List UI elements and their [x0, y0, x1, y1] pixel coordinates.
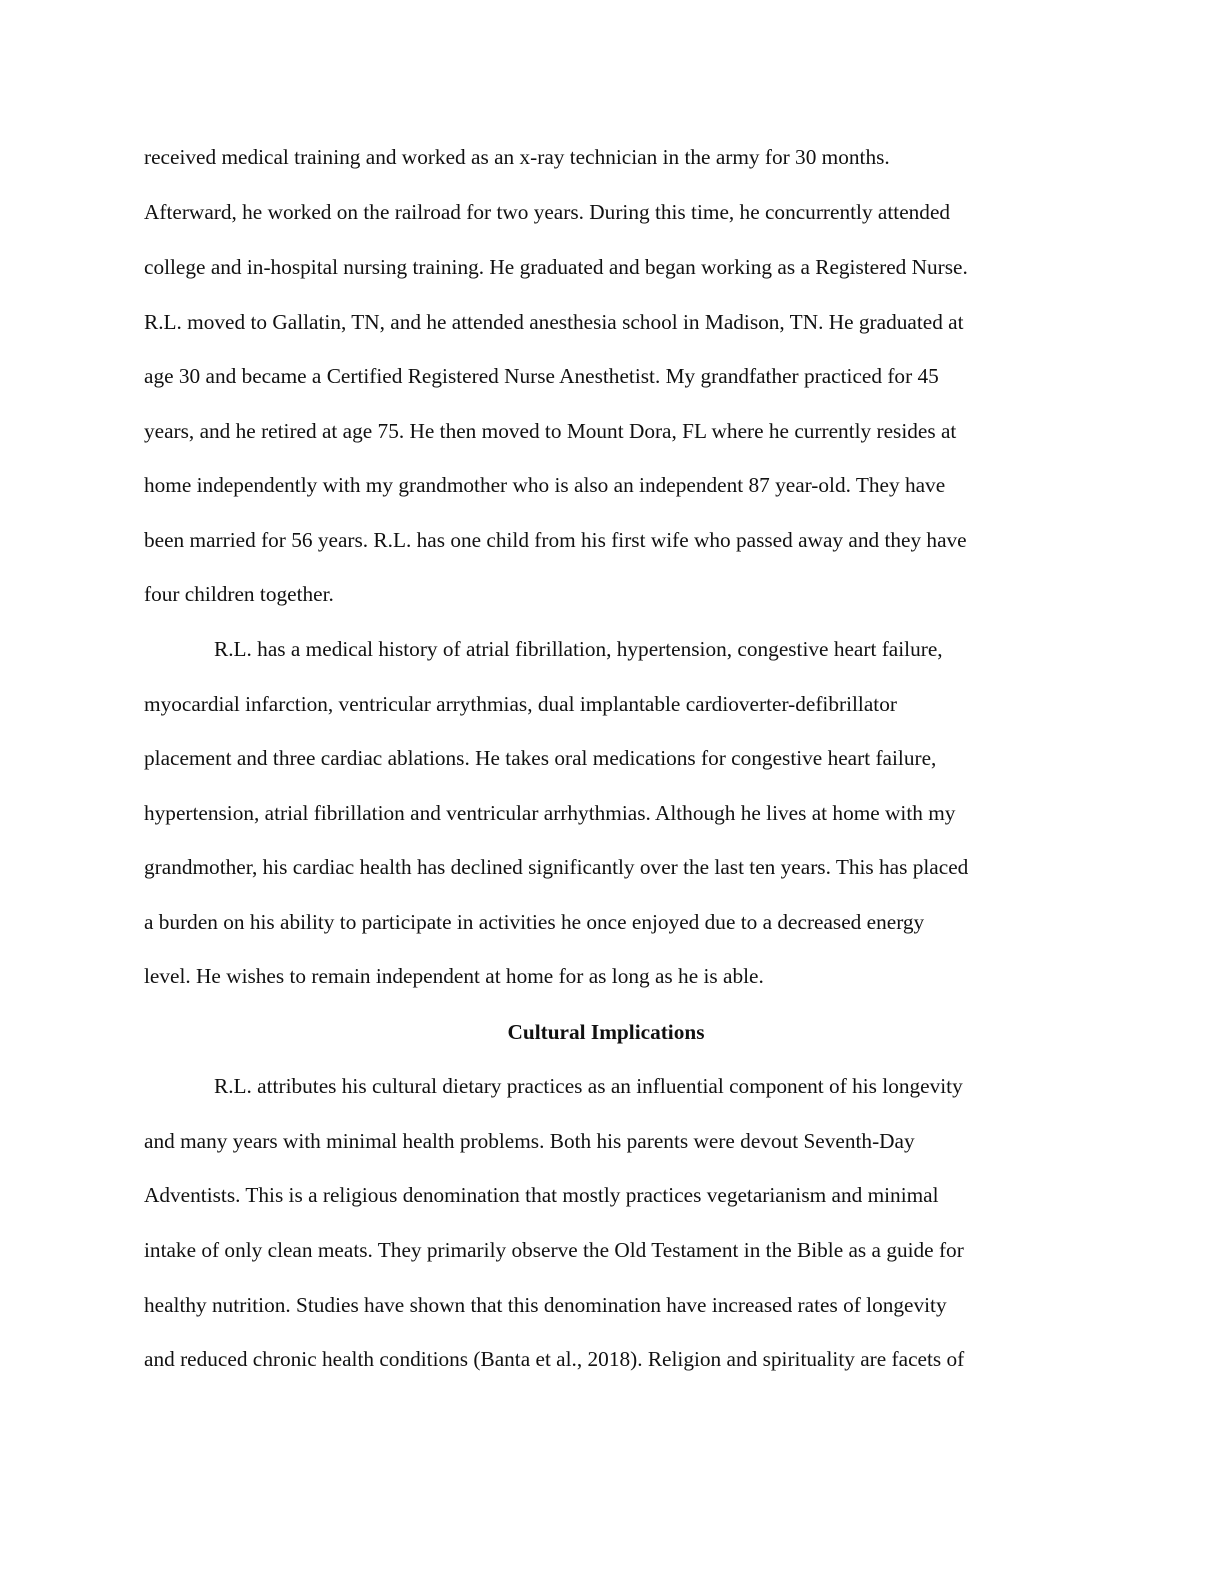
paragraph-2-line-5: grandmother, his cardiac health has declined significantly over the last ten years. This has placed — [144, 855, 969, 879]
paragraph-3-line-4: intake of only clean meats. They primarily observe the Old Testament in the Bible as a guide for — [144, 1238, 964, 1262]
section-heading: Cultural Implications — [507, 1020, 705, 1044]
paragraph-3-line-2: and many years with minimal health problems. Both his parents were devout Seventh-Day — [144, 1129, 915, 1153]
paragraph-3-line-1: R.L. attributes his cultural dietary practices as an influential component of his longevity — [214, 1074, 963, 1098]
paragraph-3-line-6: and reduced chronic health conditions (Banta et al., 2018). Religion and spirituality are facets of — [144, 1347, 965, 1371]
paragraph-1-line-2: Afterward, he worked on the railroad for two years. During this time, he concurrently attended — [144, 200, 951, 224]
paragraph-2-line-3: placement and three cardiac ablations. He takes oral medications for congestive heart failure, — [144, 746, 937, 770]
paragraph-1-line-8: been married for 56 years. R.L. has one child from his first wife who passed away and they have — [144, 528, 967, 552]
paragraph-1-line-9: four children together. — [144, 582, 334, 606]
paragraph-2-line-6: a burden on his ability to participate in activities he once enjoyed due to a decreased energy — [144, 910, 925, 934]
paragraph-2-line-2: myocardial infarction, ventricular arrythmias, dual implantable cardioverter-defibrillator — [144, 692, 897, 716]
paragraph-2-line-7: level. He wishes to remain independent at home for as long as he is able. — [144, 964, 764, 988]
paragraph-2-line-1: R.L. has a medical history of atrial fibrillation, hypertension, congestive heart failure, — [214, 637, 943, 661]
paragraph-3-line-5: healthy nutrition. Studies have shown that this denomination have increased rates of longevity — [144, 1293, 947, 1317]
paragraph-1-line-6: years, and he retired at age 75. He then moved to Mount Dora, FL where he currently resides at — [144, 419, 957, 443]
paragraph-3-line-3: Adventists. This is a religious denomination that mostly practices vegetarianism and minimal — [144, 1183, 939, 1207]
paragraph-2-line-4: hypertension, atrial fibrillation and ventricular arrhythmias. Although he lives at home with my — [144, 801, 956, 825]
paragraph-1-line-7: home independently with my grandmother who is also an independent 87 year-old. They have — [144, 473, 946, 497]
paragraph-1-line-5: age 30 and became a Certified Registered Nurse Anesthetist. My grandfather practiced for 45 — [144, 364, 939, 388]
paragraph-1-line-3: college and in-hospital nursing training. He graduated and began working as a Registered Nurse. — [144, 255, 968, 279]
paragraph-1-line-1: received medical training and worked as an x-ray technician in the army for 30 months. — [144, 145, 890, 169]
paragraph-1-line-4: R.L. moved to Gallatin, TN, and he attended anesthesia school in Madison, TN. He graduated at — [144, 310, 964, 334]
